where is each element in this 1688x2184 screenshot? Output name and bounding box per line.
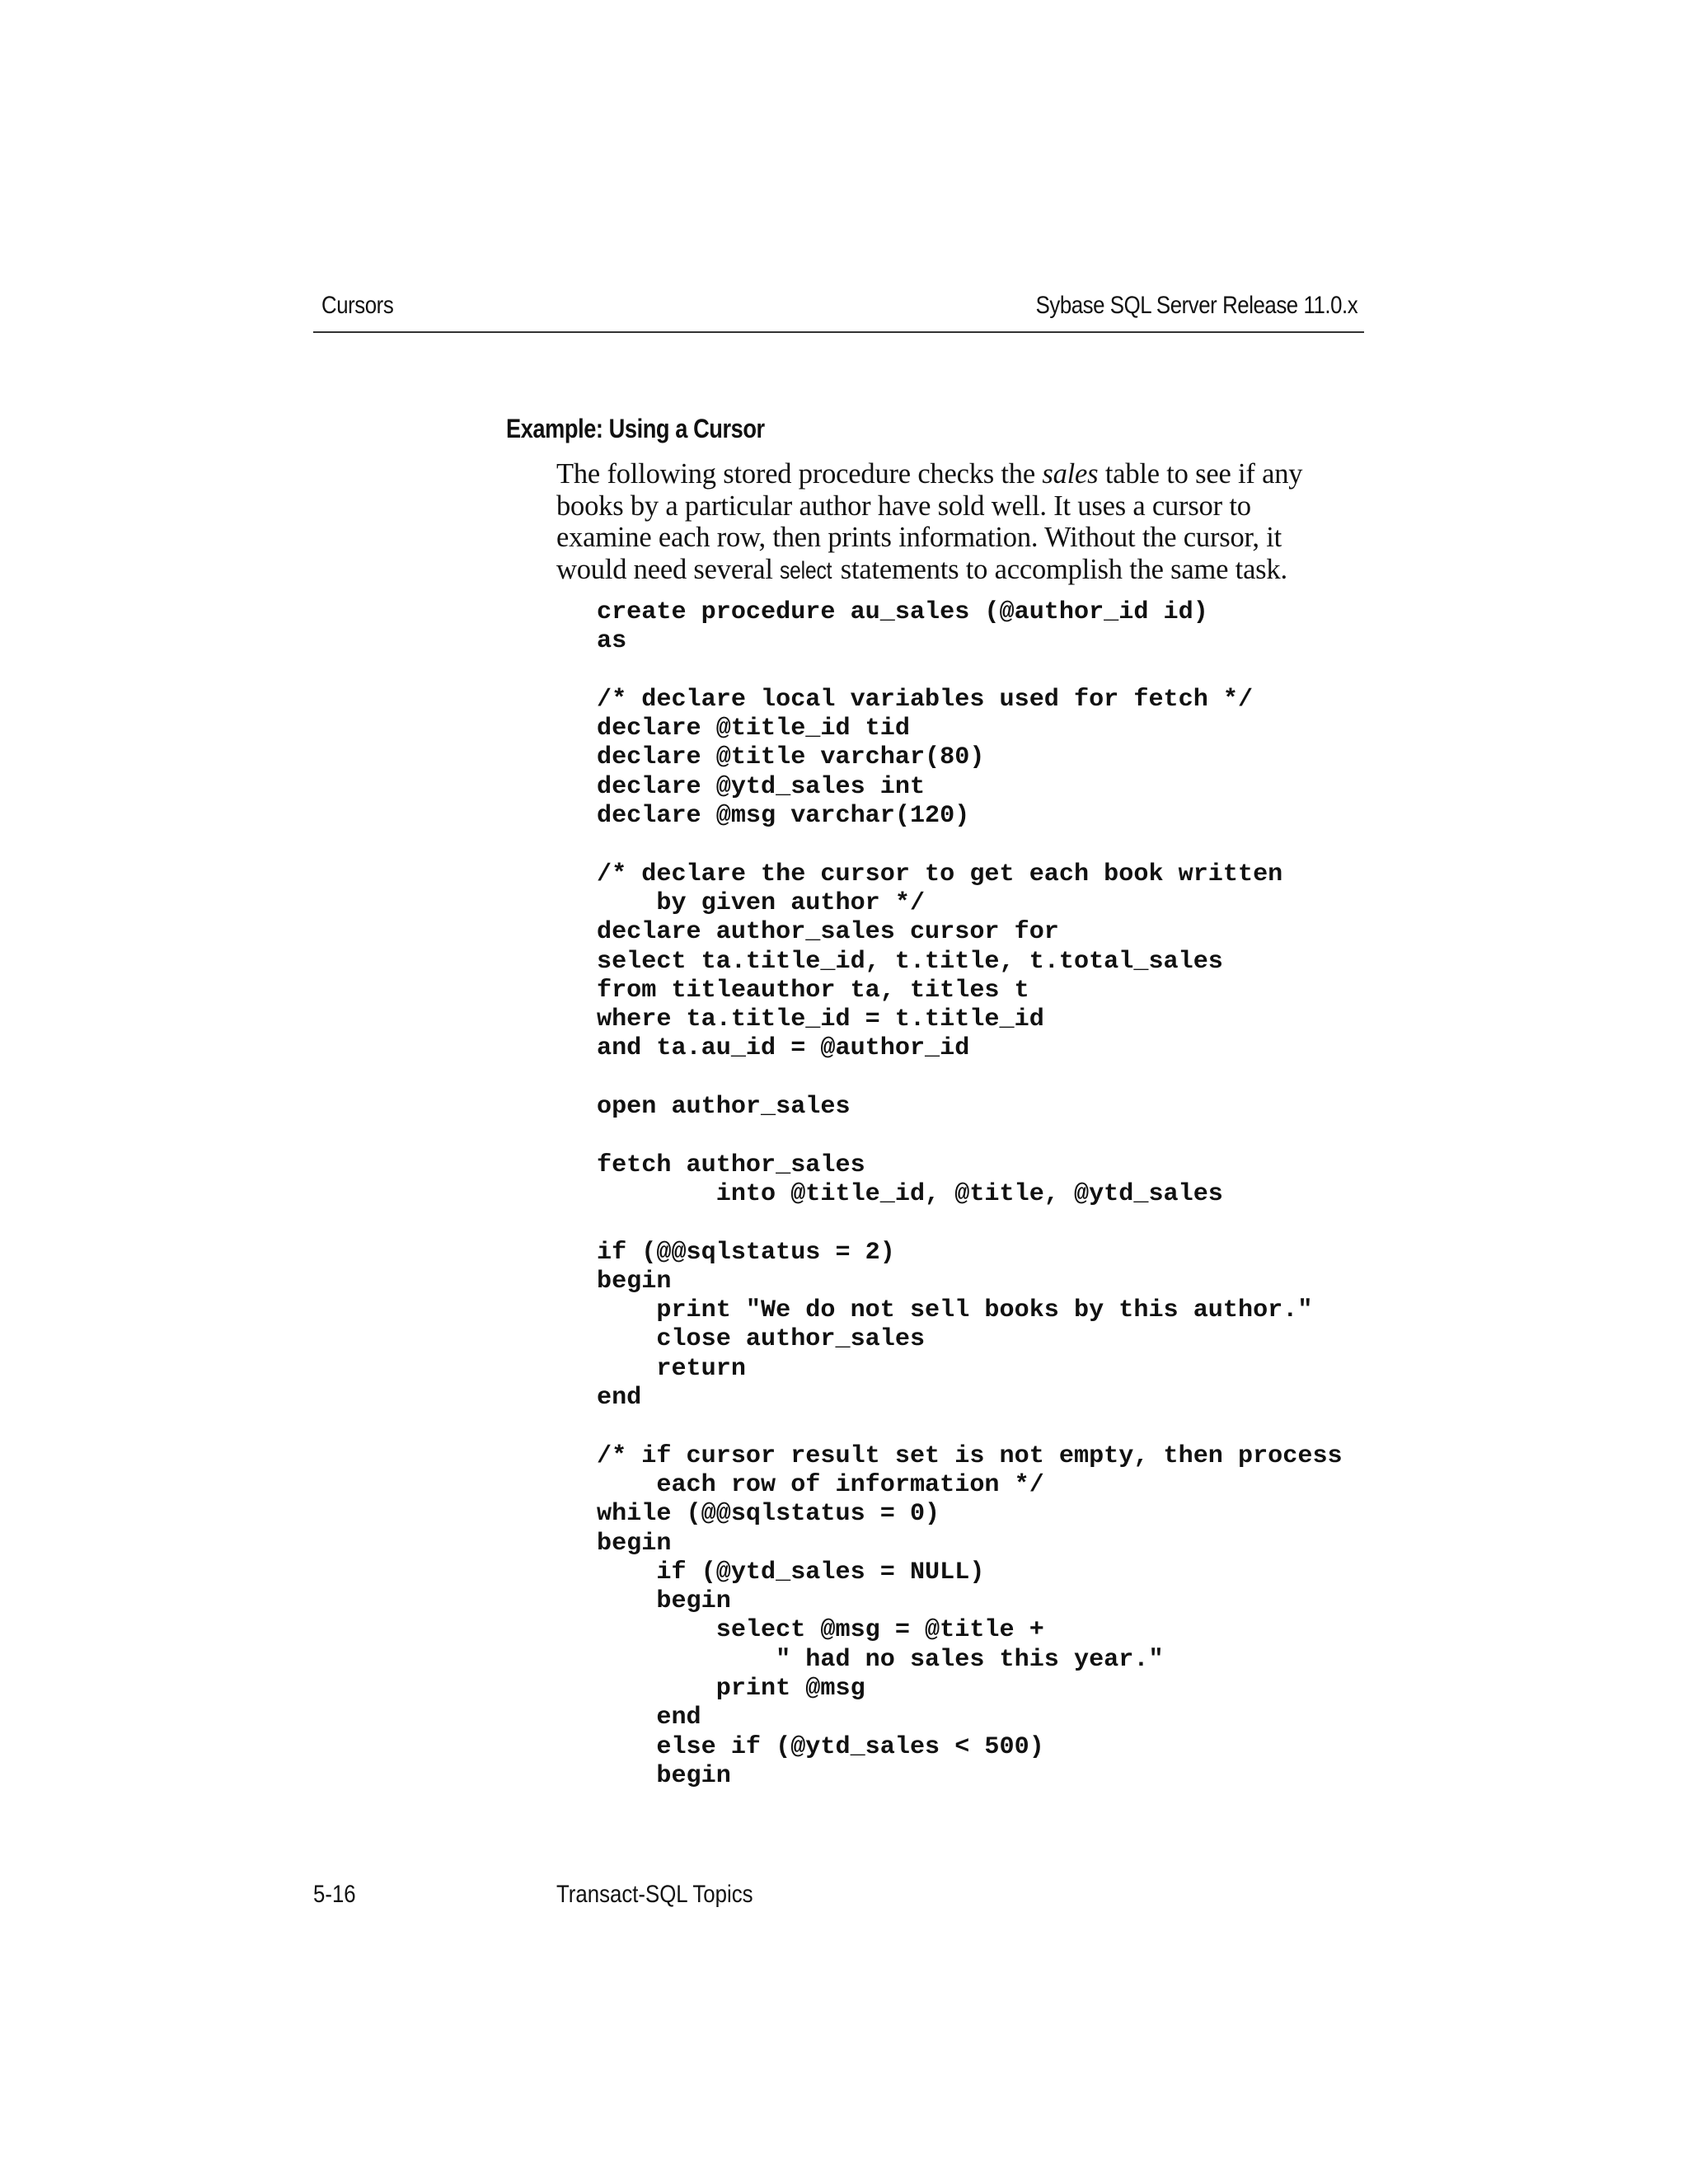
section-heading: Example: Using a Cursor [506,414,765,443]
code-line: declare @title varchar(80) [597,743,985,772]
code-line: begin [597,1267,672,1296]
code-line: end [597,1704,701,1732]
code-line: by given author */ [597,888,926,917]
code-line [597,1209,1343,1238]
intro-text: The following stored procedure checks the [556,458,1043,490]
intro-text: statements to accomplish the same task. [833,553,1287,585]
running-header [313,288,1364,333]
code-line: if (@@sqlstatus = 2) [597,1238,895,1267]
code-line: /* declare the cursor to get each book written [597,860,1283,888]
intro-line-4 [556,554,1348,588]
intro-line-2: books by a particular author have sold well. It uses a cursor to [556,490,1251,522]
header-chapter-name: Cursors [321,292,394,319]
code-line: print @msg [597,1674,865,1703]
code-line: " had no sales this year." [597,1645,1164,1674]
code-line: declare @title_id tid [597,715,910,743]
page-number: 5-16 [313,1881,356,1908]
code-line: each row of information */ [597,1470,1044,1499]
intro-line-3: examine each row, then prints information. Without the cursor, it [556,522,1282,553]
code-line: while (@@sqlstatus = 0) [597,1500,940,1529]
code-line: and ta.au_id = @author_id [597,1034,970,1063]
intro-text: table to see if any [1098,458,1303,490]
code-line [597,831,1343,860]
command-keyword: select [780,556,832,584]
code-line: print "We do not sell books by this author." [597,1296,1313,1325]
code-line: declare @msg varchar(120) [597,802,970,831]
code-line: open author_sales [597,1093,851,1122]
code-line: create procedure au_sales (@author_id id) [597,598,1208,626]
code-line: return [597,1354,746,1383]
intro-line-1 [556,458,1348,490]
intro-text: would need several [556,553,781,585]
code-line: close author_sales [597,1325,926,1354]
code-line: if (@ytd_sales = NULL) [597,1558,985,1586]
code-line: where ta.title_id = t.title_id [597,1005,1044,1034]
code-line: into @title_id, @title, @ytd_sales [597,1179,1223,1208]
code-line: /* declare local variables used for fetch */ [597,685,1254,714]
footer-chapter-title: Transact-SQL Topics [556,1881,753,1908]
table-name-italic: sales [1042,458,1099,490]
code-line: select ta.title_id, t.title, t.total_sales [597,947,1223,976]
code-line: begin [597,1587,731,1616]
code-line: as [597,627,627,656]
intro-paragraph [556,458,1348,587]
code-line [597,1413,1343,1441]
code-line [597,657,1343,686]
code-line: declare @ytd_sales int [597,772,926,801]
code-line: begin [597,1761,731,1790]
code-line: select @msg = @title + [597,1616,1044,1645]
code-block [597,598,1343,1791]
code-line: else if (@ytd_sales < 500) [597,1732,1044,1761]
header-product-release: Sybase SQL Server Release 11.0.x [1035,292,1357,319]
code-line: declare author_sales cursor for [597,918,1059,947]
code-line: fetch author_sales [597,1151,865,1179]
code-line: from titleauthor ta, titles t [597,976,1029,1005]
code-line: end [597,1384,642,1413]
code-line [597,1122,1343,1151]
code-line [597,1064,1343,1093]
code-line: begin [597,1529,672,1558]
code-line: /* if cursor result set is not empty, then process [597,1441,1343,1470]
